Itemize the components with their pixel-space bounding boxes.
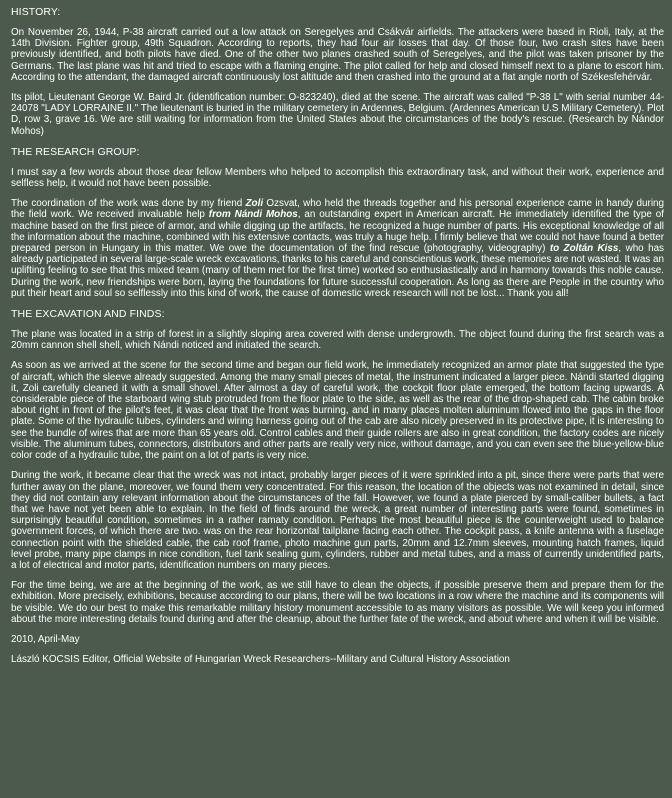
research-paragraph-2 xyxy=(11,198,664,299)
article-date: 2010, April-May xyxy=(11,633,80,645)
history-heading: HISTORY: xyxy=(11,6,61,18)
history-paragraph-1: On November 26, 1944, P-38 aircraft carried out a low attack on Seregelyes and Csákvár airfields. The attackers were based in Rioli, Italy, at the 14th Division. Fighter group, 49th Squadron. According to reports, they had four air losses that day. Of those four, two crash sites have been previously identified, and both pilots have died. One of the other two planes crashed south of Seregelyes, and the pilot was taken prisoner by the Germans. The last plane was hit and tried to escape with a flaming engine. The pilot called for help and closed himself next to a plane to escort him. According to the attendant, the damaged aircraft continuously lost altitude and then crashed into the ground at a flat angle north of Székesfehérvár. xyxy=(11,27,664,83)
member-name-zoli: Zoli xyxy=(245,198,264,210)
author-signature: László KOCSIS Editor, Official Website of Hungarian Wreck Researchers--Military and Cultural History Association xyxy=(11,654,510,666)
history-paragraph-2: Its pilot, Lieutenant George W. Baird Jr. (identification number: O-823240), died at the scene. The aircraft was called "P-38 L" with serial number 44-24078 "LADY LORRAINE II." The lieutenant is buried in the military cemetery in Ardennes, Belgium. (Ardennes American U.S Military Cemetery). Plot D, row 3, grave 16. We are still waiting for information from the United States about the circumstances of the body's rescue. (Research by Nándor Mohos) xyxy=(11,92,664,137)
excavation-paragraph-4: For the time being, we are at the beginning of the work, as we still have to clean the objects, if possible preserve them and prepare them for the exhibition. More precisely, exhibitions, because according to our plans, there will be two locations in a row where the machine and its components will be visible. We do our best to make this remarkable military history monument accessible to as many visitors as possible. We will keep you informed about the more interesting details found during and after the cleanup, about the further fate of the wreck, and about where and when it will be visible. xyxy=(11,580,664,625)
research-text-b: Ozsvat, who held the threads together and his personal experience came in handy during the field work. We received invaluable help xyxy=(11,198,664,221)
research-text-d: , who has already participated in several large-scale wreck excavations, thanks to his careful and conscientious work, these memories are not wasted. It was an uplifting feeling to see that this mixed team (many of them met for the first time) worked so enthusiastically and in harmony towards this noble cause. During the work, new friendships were born, laying the foundations for future successful cooperation. As long as there are People in the country who put their heart and soul so selflessly into this kind of work, the cause of domestic wreck research will not be lost... Thank you all! xyxy=(11,243,664,299)
research-text-a: The coordination of the work was done by my friend xyxy=(11,198,246,210)
excavation-paragraph-3: During the work, it became clear that the wreck was not intact, probably larger pieces of it were sprinkled into a pit, since there were parts that were further away on the plane, moreover, we found them very concentrated. For this reason, the location of the objects was not examined in detail, since they did not contain any relevant information about the circumstances of the fall. However, we found a plate pierced by small-caliber bullets, a fact that we have not yet been able to explain. In the field of finds around the wreck, a great number of interesting parts were found, sometimes in surprisingly beautiful condition, sometimes in a rather ramaty condition. Perhaps the most beautiful piece is the counterweight used to balance government forces, of which there are two. was on the rear horizontal tailplane facing each other. The cockpit pass, a knife antenna with a fuselage connection point with the shielded cable, the cab roof frame, photo machine gun parts, 20mm and 12.7mm sleeves, mounting hatch frames, liquid level probe, many pipe clamps in nice condition, fuel tank sealing gum, cylinders, rubber and metal tubes, and a mass of currently unidentified parts, a lot of electrical and motor parts, identification numbers on many pieces. xyxy=(11,470,664,571)
research-paragraph-1: I must say a few words about those dear fellow Members who helped to accomplish this extraordinary task, and without their work, experience and selfless help, it would not have been possible. xyxy=(11,166,664,190)
research-text-c: , an outstanding expert in American aircraft. He immediately identified the type of machine based on the first piece of armor, and while digging up the artifacts, he recognized a huge number of parts. His exceptional knowledge of all the information about the machine, combined with his extensive contacts, was truly a huge help. I firmly believe that we could not have found a better prepared person in Hungary in this matter. We owe the documentation of the find rescue (photography, videography) xyxy=(11,209,664,255)
research-heading: THE RESEARCH GROUP: xyxy=(11,145,140,158)
excavation-paragraph-1: The plane was located in a strip of forest in a slightly sloping area covered with dense undergrowth. The object found during the first search was a 20mm cannon shell shell, which Nándi noticed and initiated the search. xyxy=(11,329,664,352)
member-name-nandi-mohos: from Nándi Mohos xyxy=(208,209,298,221)
member-name-zoltan-kiss: to Zoltán Kiss xyxy=(549,243,619,255)
excavation-paragraph-2: As soon as we arrived at the scene for the second time and began our field work, he immediately recognized an armor plate that suggested the type of aircraft, which the sleeve already suggested. Among the many small pieces of metal, the instrument indicated a larger piece. Nándi started digging it, Zoli carefully cleaned it with a small shovel. After almost a day of careful work, the cockpit floor plate emerged, the bottom facing upwards. A considerable piece of the starboard wing stub protruded from the floor plate to the side, as well as the rear of the drop-shaped cab. The cabin broke about right in front of the pilot's feet, it was clear that the front was burning, and in many places molten aluminum flowed into the gaps in the floor plate. Some of the hydraulic tubes, cylinders and wiring harness going out of the cab are also nicely preserved in its protective pipe, it is interesting to see the bundle of wires that are more than 65 years old. Control cables and their guide rollers are also in great condition, the factory codes are nicely visible. The aluminum tubes, connectors, distributors and other parts are really very nice, without damage, and you can even see the blue-yellow-blue color code of a hydraulic tube, the paint on a lot of parts is very nice. xyxy=(11,360,664,462)
excavation-heading: THE EXCAVATION AND FINDS: xyxy=(11,308,165,321)
